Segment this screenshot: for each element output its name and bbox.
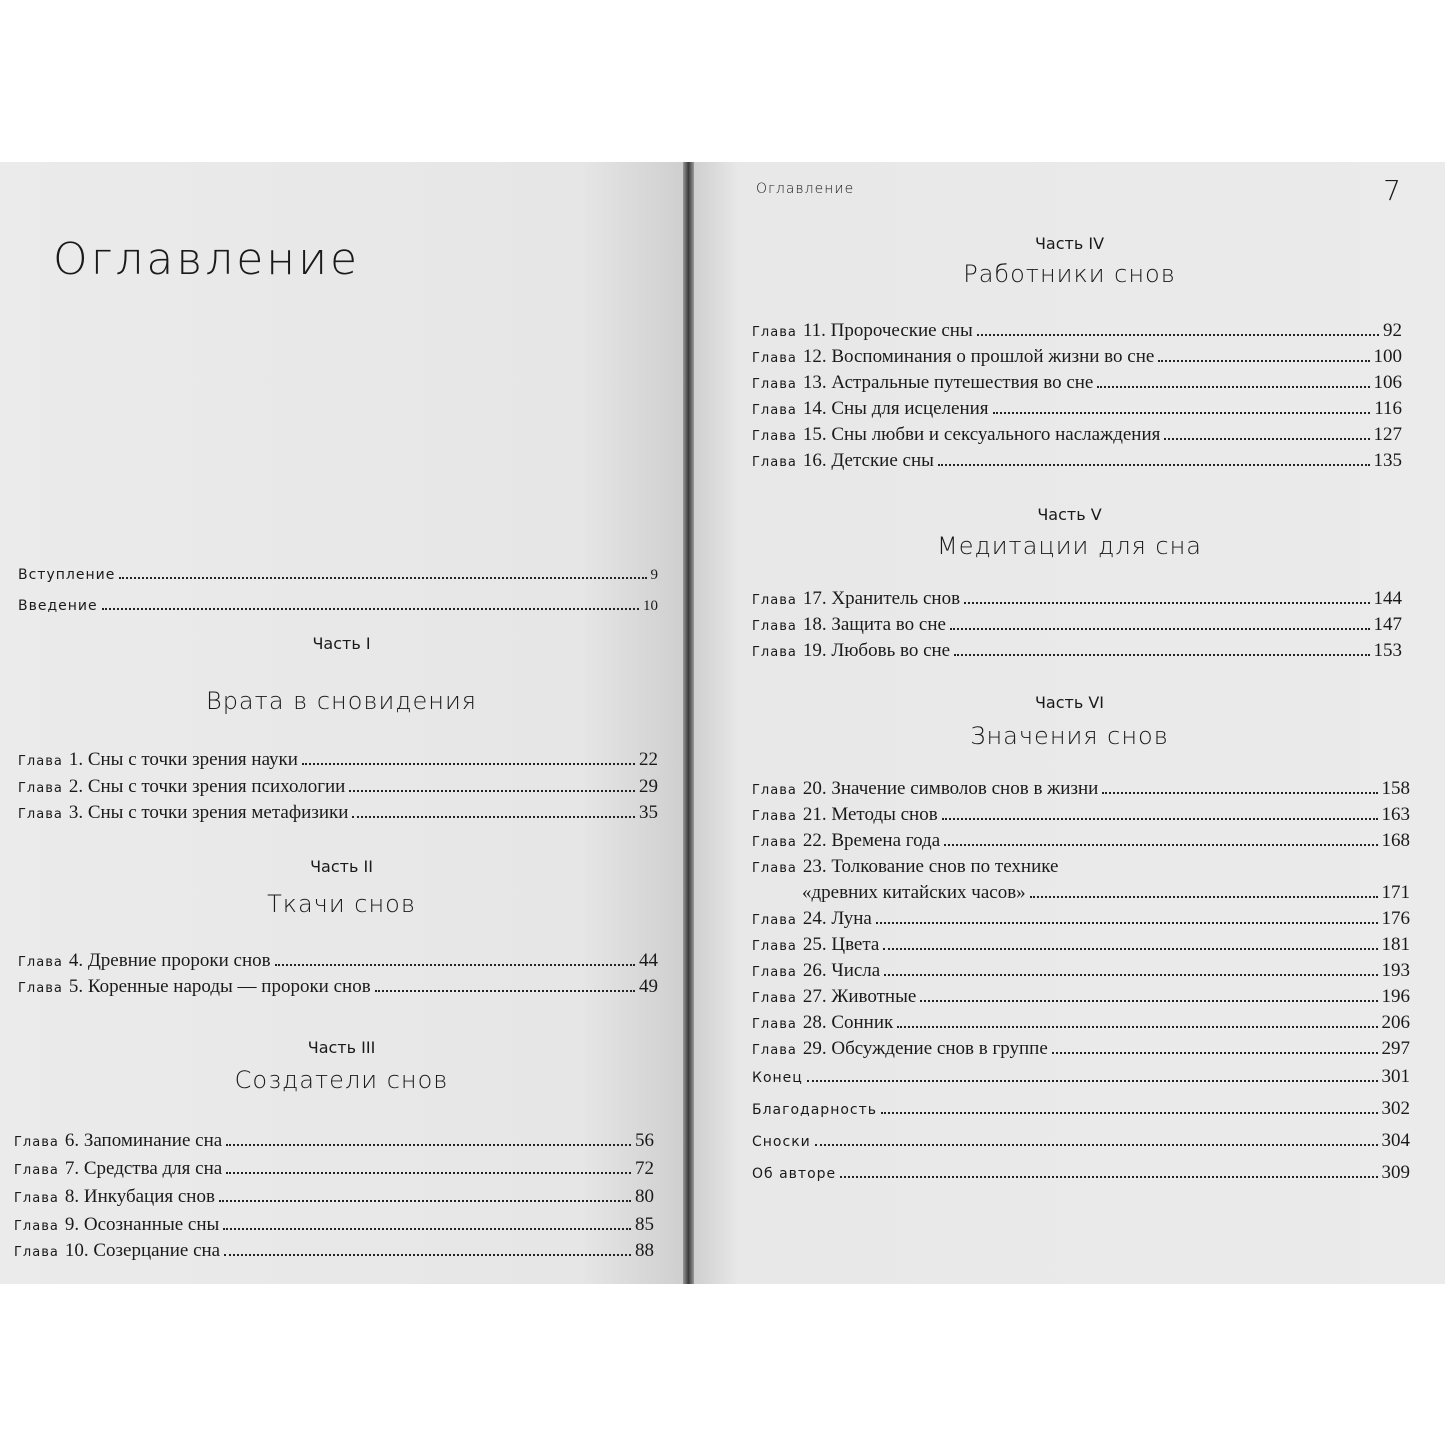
toc-entry: Глава 20. Значение символов снов в жизни 158	[752, 778, 1410, 799]
toc-entry: Глава 6. Запоминание сна 56	[14, 1130, 654, 1151]
part-label: Часть II	[310, 857, 373, 876]
running-header: Оглавление	[756, 181, 855, 197]
toc-entry: Глава 8. Инкубация снов 80	[14, 1186, 654, 1207]
toc-entry: Глава 24. Луна 176	[752, 908, 1410, 929]
page-number: 7	[1383, 174, 1401, 207]
toc-entry: Глава 3. Сны с точки зрения метафизики 35	[18, 802, 658, 823]
toc-entry: Глава 23. Толкование снов по технике	[752, 856, 1059, 877]
part-label: Часть IV	[1034, 234, 1105, 253]
left-page	[0, 162, 683, 1284]
part-label: Часть VI	[1034, 693, 1105, 712]
part-label: Часть V	[1037, 505, 1102, 524]
toc-entry: Глава 26. Числа 193	[752, 960, 1410, 981]
toc-entry: Глава 18. Защита во сне 147	[752, 614, 1402, 635]
book-gutter	[683, 162, 694, 1284]
toc-entry: Благодарность 302	[752, 1098, 1410, 1119]
toc-entry-continuation: «древних китайских часов» 171	[802, 882, 1410, 903]
right-page	[694, 162, 1445, 1284]
toc-entry: Глава 25. Цвета 181	[752, 934, 1410, 955]
toc-entry: Глава 1. Сны с точки зрения науки 22	[18, 749, 658, 770]
toc-entry: Сноски 304	[752, 1130, 1410, 1151]
toc-entry: Глава 7. Средства для сна 72	[14, 1158, 654, 1179]
toc-entry: Глава 2. Сны с точки зрения психологии 29	[18, 776, 658, 797]
toc-entry: Глава 21. Методы снов 163	[752, 804, 1410, 825]
part-title: Врата в сновидения	[205, 687, 478, 715]
toc-entry: Глава 19. Любовь во сне 153	[752, 640, 1402, 661]
part-title: Ткачи снов	[267, 890, 416, 918]
part-title: Создатели снов	[234, 1066, 449, 1094]
toc-entry: Глава 10. Созерцание сна 88	[14, 1240, 654, 1261]
toc-entry: Глава 22. Времена года 168	[752, 830, 1410, 851]
toc-entry: Глава 12. Воспоминания о прошлой жизни во сне 100	[752, 346, 1402, 367]
toc-entry: Глава 5. Коренные народы — пророки снов 49	[18, 976, 658, 997]
toc-entry: Глава 16. Детские сны 135	[752, 450, 1402, 471]
part-label: Часть III	[307, 1038, 376, 1057]
part-label: Часть I	[312, 634, 371, 653]
toc-entry: Глава 14. Сны для исцеления 116	[752, 398, 1402, 419]
toc-entry: Глава 27. Животные 196	[752, 986, 1410, 1007]
part-title: Работники снов	[963, 260, 1176, 288]
toc-entry: Глава 28. Сонник 206	[752, 1012, 1410, 1033]
book-spread	[0, 162, 1445, 1284]
toc-entry: Об авторе 309	[752, 1162, 1410, 1183]
part-title: Медитации для сна	[936, 532, 1202, 560]
toc-entry: Введение 10	[18, 598, 658, 614]
toc-entry: Глава 9. Осознанные сны 85	[14, 1214, 654, 1235]
toc-entry: Глава 17. Хранитель снов 144	[752, 588, 1402, 609]
toc-entry: Глава 29. Обсуждение снов в группе 297	[752, 1038, 1410, 1059]
page-title: Оглавление	[53, 234, 361, 285]
part-title: Значения снов	[970, 722, 1169, 750]
toc-entry: Глава 13. Астральные путешествия во сне 106	[752, 372, 1402, 393]
toc-entry: Глава 15. Сны любви и сексуального наслаждения 127	[752, 424, 1402, 445]
toc-entry: Глава 11. Пророческие сны 92	[752, 320, 1402, 341]
toc-entry: Глава 4. Древние пророки снов 44	[18, 950, 658, 971]
toc-entry: Вступление 9	[18, 567, 658, 583]
toc-entry: Конец 301	[752, 1066, 1410, 1087]
